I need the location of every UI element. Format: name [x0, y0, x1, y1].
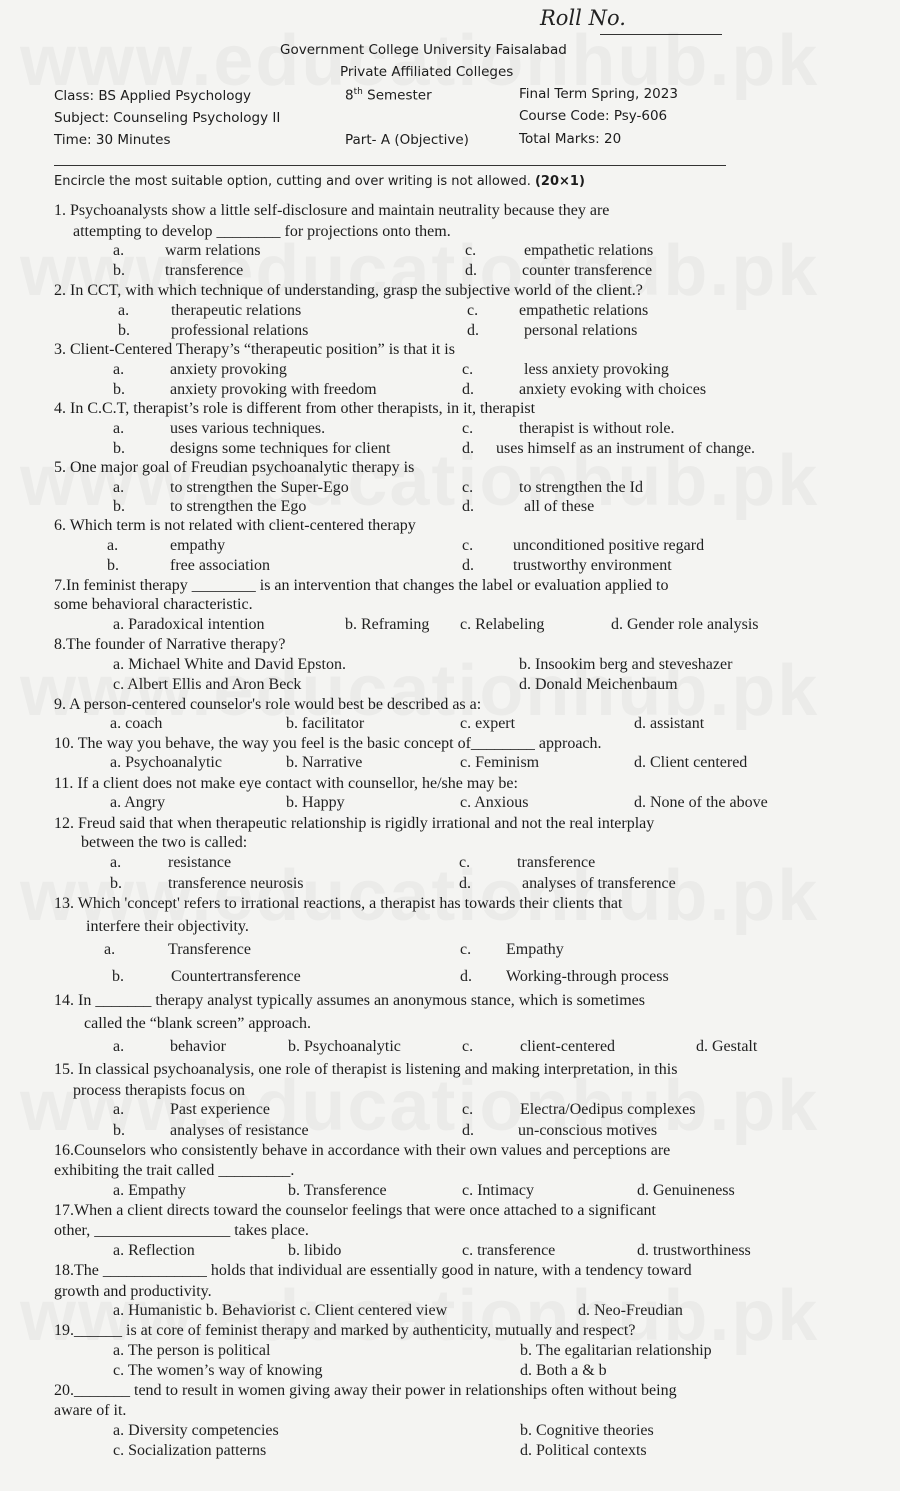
answer-option: d. Client centered — [634, 754, 748, 771]
question-text: called the “blank screen” approach. — [84, 1015, 311, 1032]
answer-option: a. — [113, 1038, 125, 1055]
answer-option: b. Psychoanalytic — [288, 1038, 401, 1055]
answer-option: all of these — [524, 498, 595, 515]
question-text: 1. Psychoanalysts show a little self-disclosure and maintain neutrality because they are — [54, 202, 610, 219]
answer-option: empathetic relations — [519, 302, 649, 319]
answer-option: anxiety provoking with freedom — [170, 381, 377, 398]
roll-no-line — [600, 34, 722, 35]
answer-option: b. Narrative — [286, 754, 363, 771]
answer-option: a. — [113, 361, 125, 378]
answer-option: c. Anxious — [460, 794, 529, 811]
answer-option: a. — [113, 420, 125, 437]
answer-option: b. — [118, 322, 130, 339]
semester-label: 8th Semester — [345, 87, 432, 104]
answer-option: b. Transference — [288, 1182, 387, 1199]
header-rule — [54, 165, 726, 166]
answer-option: resistance — [168, 854, 232, 871]
answer-option: c. Intimacy — [462, 1182, 534, 1199]
question-text: 4. In C.C.T, therapist’s role is different from other therapists, in it, therapist — [54, 400, 536, 417]
answer-option: b. — [113, 1122, 125, 1139]
answer-option: uses himself as an instrument of change. — [496, 440, 756, 457]
answer-option: a. Diversity competencies — [113, 1422, 279, 1439]
question-text: exhibiting the trait called _________. — [54, 1162, 295, 1179]
answer-option: c. The women’s way of knowing — [113, 1362, 323, 1379]
answer-option: c. — [460, 941, 472, 958]
answer-option: to strengthen the Ego — [170, 498, 307, 515]
answer-option: d. Gender role analysis — [611, 616, 759, 633]
course-code: Course Code: Psy-606 — [519, 108, 668, 124]
question-text: growth and productivity. — [54, 1283, 212, 1300]
answer-option: client-centered — [520, 1038, 616, 1055]
answer-option: d. Both a & b — [520, 1362, 607, 1379]
roll-no-label: Roll No. — [540, 6, 626, 30]
answer-option: c. transference — [462, 1242, 556, 1259]
colleges-name: Private Affiliated Colleges — [340, 64, 514, 80]
class-label: Class: BS Applied Psychology — [54, 88, 252, 104]
question-text: 20._______ tend to result in women giving away their power in relationships often without being — [54, 1382, 677, 1399]
answer-option: to strengthen the Super-Ego — [170, 479, 349, 496]
answer-option: b. — [113, 498, 125, 515]
total-marks: Total Marks: 20 — [519, 131, 622, 147]
answer-option: analyses of resistance — [170, 1122, 309, 1139]
answer-option: a. The person is political — [113, 1342, 271, 1359]
instructions: Encircle the most suitable option, cutting and over writing is not allowed. (20×1) — [54, 174, 585, 189]
answer-option: d. — [462, 440, 474, 457]
answer-option: c. — [462, 537, 474, 554]
part-label: Part- A (Objective) — [345, 132, 469, 148]
answer-option: to strengthen the Id — [519, 479, 643, 496]
answer-option: transference — [165, 262, 244, 279]
answer-option: a. — [113, 1101, 125, 1118]
answer-option: c. Feminism — [460, 754, 540, 771]
question-text: other, _________________ takes place. — [54, 1222, 309, 1239]
answer-option: d. — [462, 1122, 474, 1139]
answer-option: d. Donald Meichenbaum — [519, 676, 678, 693]
answer-option: a. — [118, 302, 130, 319]
answer-option: less anxiety provoking — [524, 361, 669, 378]
answer-option: a. — [113, 479, 125, 496]
answer-option: c. — [465, 242, 477, 259]
answer-option: d. — [462, 557, 474, 574]
answer-option: Empathy — [506, 941, 564, 958]
answer-option: un-conscious motives — [518, 1122, 658, 1139]
answer-option: b. The egalitarian relationship — [520, 1342, 712, 1359]
answer-option: Electra/Oedipus complexes — [520, 1101, 696, 1118]
answer-option: b. — [107, 557, 119, 574]
answer-option: a. — [113, 242, 125, 259]
answer-option: counter transference — [522, 262, 653, 279]
time-label: Time: 30 Minutes — [54, 132, 171, 148]
answer-option: behavior — [170, 1038, 226, 1055]
question-text: process therapists focus on — [73, 1082, 245, 1099]
answer-option: b. — [112, 968, 124, 985]
answer-option: b. — [113, 381, 125, 398]
question-text: 15. In classical psychoanalysis, one role of therapist is listening and making interpretation, in this — [54, 1061, 678, 1078]
answer-option: c. — [462, 1038, 474, 1055]
answer-option: a. coach — [110, 715, 163, 732]
answer-option: c. Socialization patterns — [113, 1442, 267, 1459]
answer-option: anxiety evoking with choices — [519, 381, 707, 398]
answer-option: warm relations — [165, 242, 261, 259]
answer-option: b. Cognitive theories — [520, 1422, 654, 1439]
question-text: 17.When a client directs toward the counselor feelings that were once attached to a significant — [54, 1202, 656, 1219]
question-text: 12. Freud said that when therapeutic relationship is rigidly irrational and not the real interplay — [54, 815, 655, 832]
answer-option: b. — [110, 875, 122, 892]
answer-option: c. — [462, 479, 474, 496]
answer-option: c. — [462, 361, 474, 378]
answer-option: free association — [170, 557, 270, 574]
answer-option: c. — [467, 302, 479, 319]
answer-option: d. None of the above — [634, 794, 768, 811]
answer-option: Past experience — [170, 1101, 270, 1118]
question-text: 9. A person-centered counselor's role would best be described as a: — [54, 696, 482, 713]
answer-option: d. — [462, 498, 474, 515]
answer-option: c. — [462, 420, 474, 437]
answer-option: c. — [459, 854, 471, 871]
answer-option: designs some techniques for client — [170, 440, 391, 457]
question-text: aware of it. — [54, 1402, 127, 1419]
answer-option: a. Psychoanalytic — [110, 754, 222, 771]
answer-option: analyses of transference — [522, 875, 676, 892]
answer-option: b. — [113, 440, 125, 457]
question-text: interfere their objectivity. — [86, 918, 249, 935]
question-text: 13. Which 'concept' refers to irrational reactions, a therapist has towards their clients that — [54, 895, 623, 912]
answer-option: transference — [517, 854, 596, 871]
question-text: between the two is called: — [81, 834, 248, 851]
answer-option: a. — [107, 537, 119, 554]
answer-option: c. Relabeling — [460, 616, 545, 633]
answer-option: therapist is without role. — [519, 420, 675, 437]
question-text: some behavioral characteristic. — [54, 596, 253, 613]
question-text: 19.______ is at core of feminist therapy and marked by authenticity, mutually and respect? — [54, 1322, 636, 1339]
answer-option: d. Genuineness — [637, 1182, 735, 1199]
question-text: 5. One major goal of Freudian psychoanalytic therapy is — [54, 459, 415, 476]
answer-option: anxiety provoking — [170, 361, 287, 378]
subject-label: Subject: Counseling Psychology II — [54, 110, 281, 126]
answer-option: professional relations — [171, 322, 309, 339]
answer-option: a. Empathy — [113, 1182, 186, 1199]
answer-option: d. — [459, 875, 471, 892]
question-text: 8.The founder of Narrative therapy? — [54, 636, 286, 653]
question-text: 18.The _____________ holds that individual are essentially good in nature, with a tendency toward — [54, 1262, 692, 1279]
answer-option: d. Political contexts — [520, 1442, 647, 1459]
answer-option: Countertransference — [171, 968, 301, 985]
answer-option: trustworthy environment — [513, 557, 672, 574]
answer-option: a. Paradoxical intention — [113, 616, 265, 633]
question-text: 7.In feminist therapy ________ is an intervention that changes the label or evaluation applied to — [54, 577, 669, 594]
answer-option: empathy — [170, 537, 226, 554]
answer-option: transference neurosis — [168, 875, 304, 892]
answer-option: b. Happy — [286, 794, 345, 811]
question-text: 11. If a client does not make eye contact with counsellor, he/she may be: — [54, 775, 518, 792]
answer-option: a. — [104, 941, 116, 958]
answer-option: d. trustworthiness — [637, 1242, 751, 1259]
term-label: Final Term Spring, 2023 — [519, 86, 678, 102]
answer-option: a. Angry — [110, 794, 166, 811]
watermark-text — [20, 230, 819, 312]
answer-option: d. Gestalt — [696, 1038, 758, 1055]
answer-option: a. — [110, 854, 122, 871]
question-text: 16.Counselors who consistently behave in accordance with their own values and perceptions are — [54, 1142, 671, 1159]
answer-option: b. — [113, 262, 125, 279]
answer-option: b. facilitator — [286, 715, 365, 732]
answer-option: b. Insookim berg and steveshazer — [519, 656, 733, 673]
question-text: 3. Client-Centered Therapy’s “therapeutic position” is that it is — [54, 341, 455, 358]
answer-option: empathetic relations — [524, 242, 654, 259]
answer-option: b. Reframing — [345, 616, 430, 633]
answer-option: c. — [462, 1101, 474, 1118]
answer-option: d. Neo-Freudian — [578, 1302, 683, 1319]
answer-option: a. Reflection — [113, 1242, 195, 1259]
answer-option: c. expert — [460, 715, 516, 732]
question-text: 2. In CCT, with which technique of understanding, grasp the subjective world of the client.? — [54, 282, 643, 299]
question-text: 6. Which term is not related with client-centered therapy — [54, 517, 416, 534]
answer-option: b. libido — [288, 1242, 342, 1259]
answer-option: d. assistant — [634, 715, 705, 732]
answer-option: personal relations — [524, 322, 638, 339]
answer-option: uses various techniques. — [170, 420, 326, 437]
university-name: Government College University Faisalabad — [280, 42, 567, 58]
answer-option: unconditioned positive regard — [513, 537, 705, 554]
question-text: attempting to develop ________ for projections onto them. — [73, 223, 451, 240]
answer-option: a. Humanistic b. Behaviorist c. Client centered view — [113, 1302, 448, 1319]
answer-option: d. — [462, 381, 474, 398]
answer-option: Transference — [168, 941, 251, 958]
answer-option: d. — [460, 968, 472, 985]
question-text: 14. In _______ therapy analyst typically assumes an anonymous stance, which is sometimes — [54, 992, 645, 1009]
question-text: 10. The way you behave, the way you feel is the basic concept of________ approach. — [54, 735, 602, 752]
answer-option: therapeutic relations — [171, 302, 302, 319]
answer-option: a. Michael White and David Epston. — [113, 656, 346, 673]
answer-option: Working-through process — [506, 968, 669, 985]
answer-option: d. — [467, 322, 479, 339]
answer-option: c. Albert Ellis and Aron Beck — [113, 676, 302, 693]
answer-option: d. — [465, 262, 477, 279]
